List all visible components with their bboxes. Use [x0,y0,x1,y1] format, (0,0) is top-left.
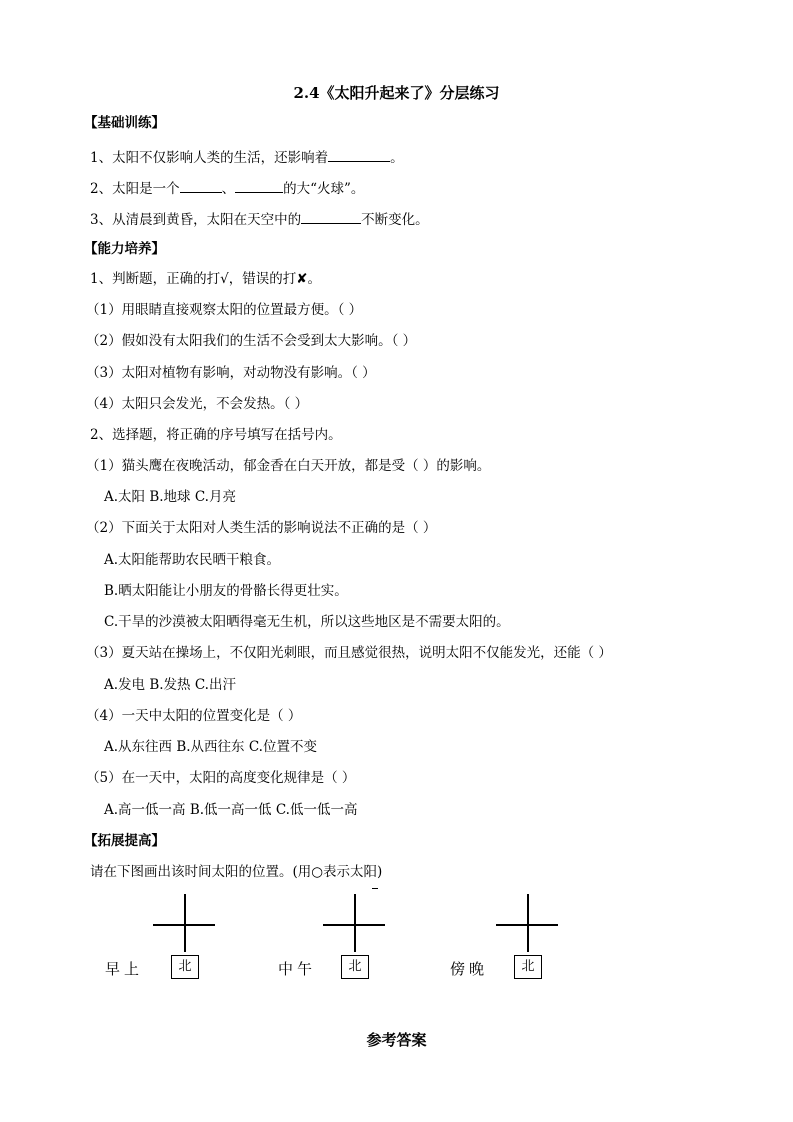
choice-question-1: （1）猫头鹰在夜晚活动，郁金香在白天开放，都是受（ ）的影响。 [86,458,491,474]
question-text: 2、太阳是一个 [90,181,180,197]
judge-item: （3）太阳对植物有影响，对动物没有影响。（ ） [86,365,376,381]
question-text: 的大“火球”。 [283,181,365,197]
horizon-line [496,924,558,926]
judge-item: （4）太阳只会发光，不会发热。（ ） [86,396,309,412]
section-heading-ability: 【能力培养】 [84,241,165,257]
north-box: 北 [171,955,199,979]
sun-position-diagram-noon[interactable] [270,892,390,987]
tick-mark [372,888,378,889]
sun-position-diagram-evening[interactable] [443,892,563,987]
vertical-line [184,894,186,952]
answer-blank[interactable] [235,178,283,193]
vertical-line [354,894,356,952]
choice-option-2a: A.太阳能帮助农民晒干粮食。 [104,552,281,568]
choice-option-2b: B.晒太阳能让小朋友的骨骼长得更壮实。 [104,583,348,599]
time-label: 中午 [278,960,317,978]
choice-question-4: （4）一天中太阳的位置变化是（ ） [86,708,302,724]
document-title: 2.4《太阳升起来了》分层练习 [293,84,500,102]
question-text: 、 [221,181,236,197]
choice-question-3: （3）夏天站在操场上，不仅阳光刺眼，而且感觉很热，说明太阳不仅能发光，还能（ ） [86,645,612,661]
answer-key-title: 参考答案 [366,1031,427,1049]
question-text: 1、太阳不仅影响人类的生活，还影响着 [90,150,329,166]
choice-options-5: A.高一低一高 B.低一高一低 C.低一低一高 [104,802,358,818]
judge-intro: 1、判断题，正确的打√，错误的打✘。 [90,271,322,287]
answer-blank[interactable] [180,178,222,193]
horizon-line [323,924,385,926]
basic-question-1 [90,147,404,167]
judge-item: （1）用眼睛直接观察太阳的位置最方便。（ ） [86,302,363,318]
answer-blank[interactable] [328,147,390,162]
choice-option-2c: C.干旱的沙漠被太阳晒得毫无生机，所以这些地区是不需要太阳的。 [104,614,510,630]
choice-options-1: A.太阳 B.地球 C.月亮 [104,489,236,505]
judge-item: （2）假如没有太阳我们的生活不会受到太大影响。（ ） [86,333,417,349]
extend-instruction: 请在下图画出该时间太阳的位置。(用○表示太阳) [90,864,383,880]
north-box: 北 [514,955,542,979]
basic-question-3 [90,209,429,229]
basic-question-2 [90,178,364,198]
choice-intro: 2、选择题，将正确的序号填写在括号内。 [90,427,342,443]
question-text: 。 [390,150,404,166]
vertical-line [527,894,529,952]
choice-options-4: A.从东往西 B.从西往东 C.位置不变 [104,739,317,755]
choice-question-5: （5）在一天中，太阳的高度变化规律是（ ） [86,770,356,786]
choice-options-3: A.发电 B.发热 C.出汗 [104,677,236,693]
section-heading-extend: 【拓展提高】 [84,833,165,849]
section-heading-basic: 【基础训练】 [84,115,165,131]
sun-position-diagram-morning[interactable] [100,892,220,987]
horizon-line [153,924,215,926]
north-box: 北 [341,955,369,979]
question-text: 不断变化。 [361,212,429,228]
question-text: 3、从清晨到黄昏，太阳在天空中的 [90,212,302,228]
choice-question-2: （2）下面关于太阳对人类生活的影响说法不正确的是（ ） [86,520,437,536]
time-label: 早上 [105,960,144,978]
answer-blank[interactable] [301,209,361,224]
time-label: 傍晚 [450,960,489,978]
